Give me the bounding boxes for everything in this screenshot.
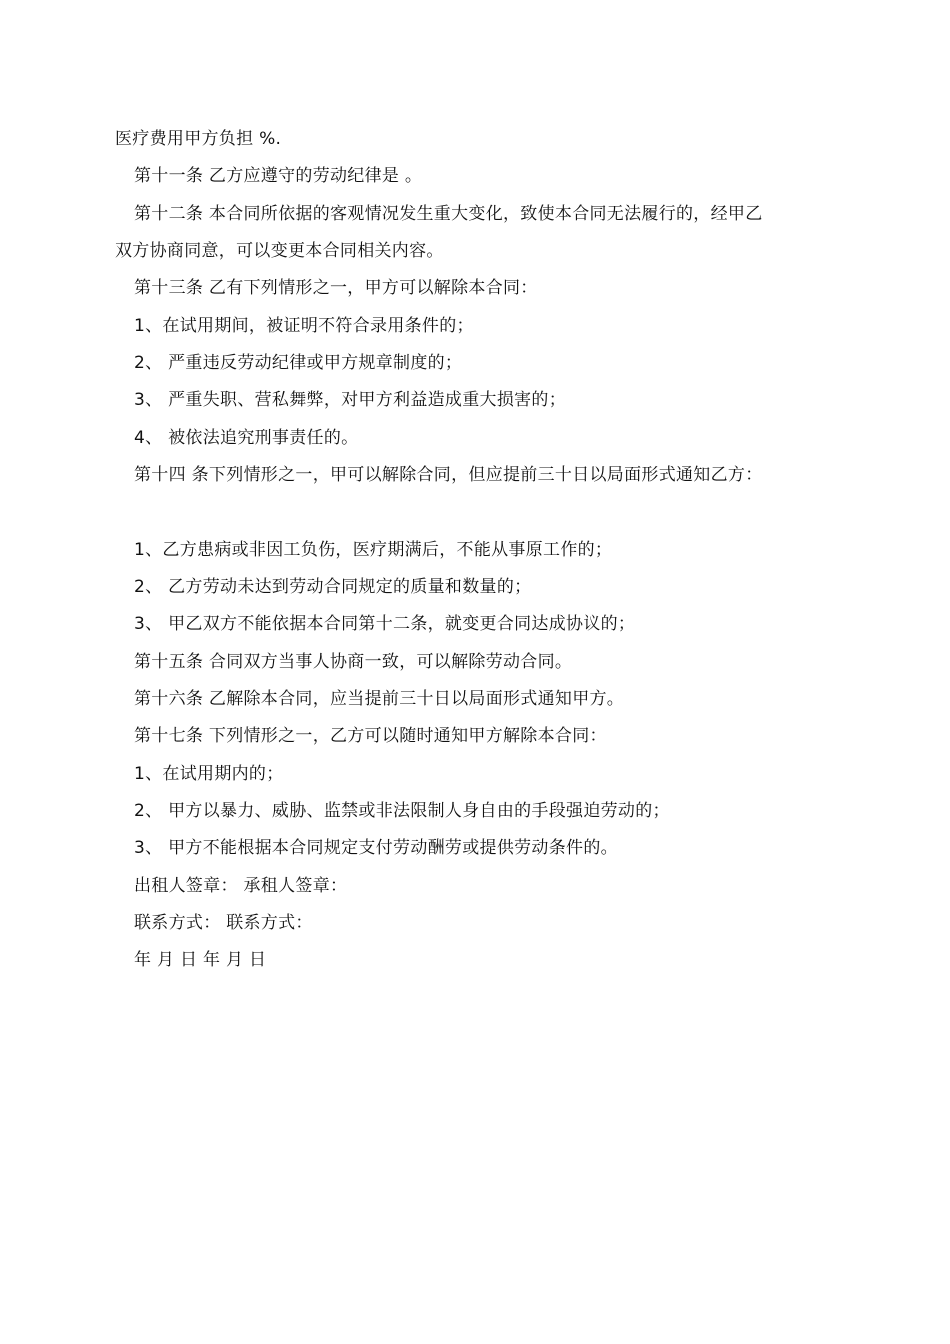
- article-16: 第十六条 乙解除本合同，应当提前三十日以局面形式通知甲方。: [134, 689, 625, 709]
- list-item: 4、 被依法追究刑事责任的。: [134, 428, 359, 448]
- list-item: 2、 乙方劳动未达到劳动合同规定的质量和数量的；: [134, 577, 532, 597]
- date-line: 年 月 日 年 月 日: [134, 950, 267, 970]
- article-17: 第十七条 下列情形之一，乙方可以随时通知甲方解除本合同：: [134, 726, 607, 746]
- list-item: 1、乙方患病或非因工负伤，医疗期满后，不能从事原工作的；: [134, 540, 613, 560]
- list-item: 2、 严重违反劳动纪律或甲方规章制度的；: [134, 353, 463, 373]
- article-13: 第十三条 乙有下列情形之一，甲方可以解除本合同：: [134, 278, 538, 298]
- signature-line: 出租人签章： 承租人签章：: [134, 876, 348, 896]
- list-item: 3、 甲方不能根据本合同规定支付劳动酬劳或提供劳动条件的。: [134, 838, 618, 858]
- article-14: 第十四 条下列情形之一，甲可以解除合同，但应提前三十日以局面形式通知乙方：: [134, 465, 763, 485]
- list-item: 1、在试用期间，被证明不符合录用条件的；: [134, 316, 474, 336]
- article-11: 第十一条 乙方应遵守的劳动纪律是 。: [134, 166, 423, 186]
- text-line: 双方协商同意，可以变更本合同相关内容。: [115, 241, 444, 261]
- list-item: 2、 甲方以暴力、威胁、监禁或非法限制人身自由的手段强迫劳动的；: [134, 801, 670, 821]
- text-line: 医疗费用甲方负担 %.: [115, 129, 282, 149]
- list-item: 3、 甲乙双方不能依据本合同第十二条，就变更合同达成协议的；: [134, 614, 636, 634]
- article-12: 第十二条 本合同所依据的客观情况发生重大变化，致使本合同无法履行的，经甲乙: [134, 204, 763, 224]
- article-15: 第十五条 合同双方当事人协商一致，可以解除劳动合同。: [134, 652, 573, 672]
- contact-line: 联系方式： 联系方式：: [134, 913, 313, 933]
- list-item: 1、在试用期内的；: [134, 764, 284, 784]
- list-item: 3、 严重失职、营私舞弊，对甲方利益造成重大损害的；: [134, 390, 567, 410]
